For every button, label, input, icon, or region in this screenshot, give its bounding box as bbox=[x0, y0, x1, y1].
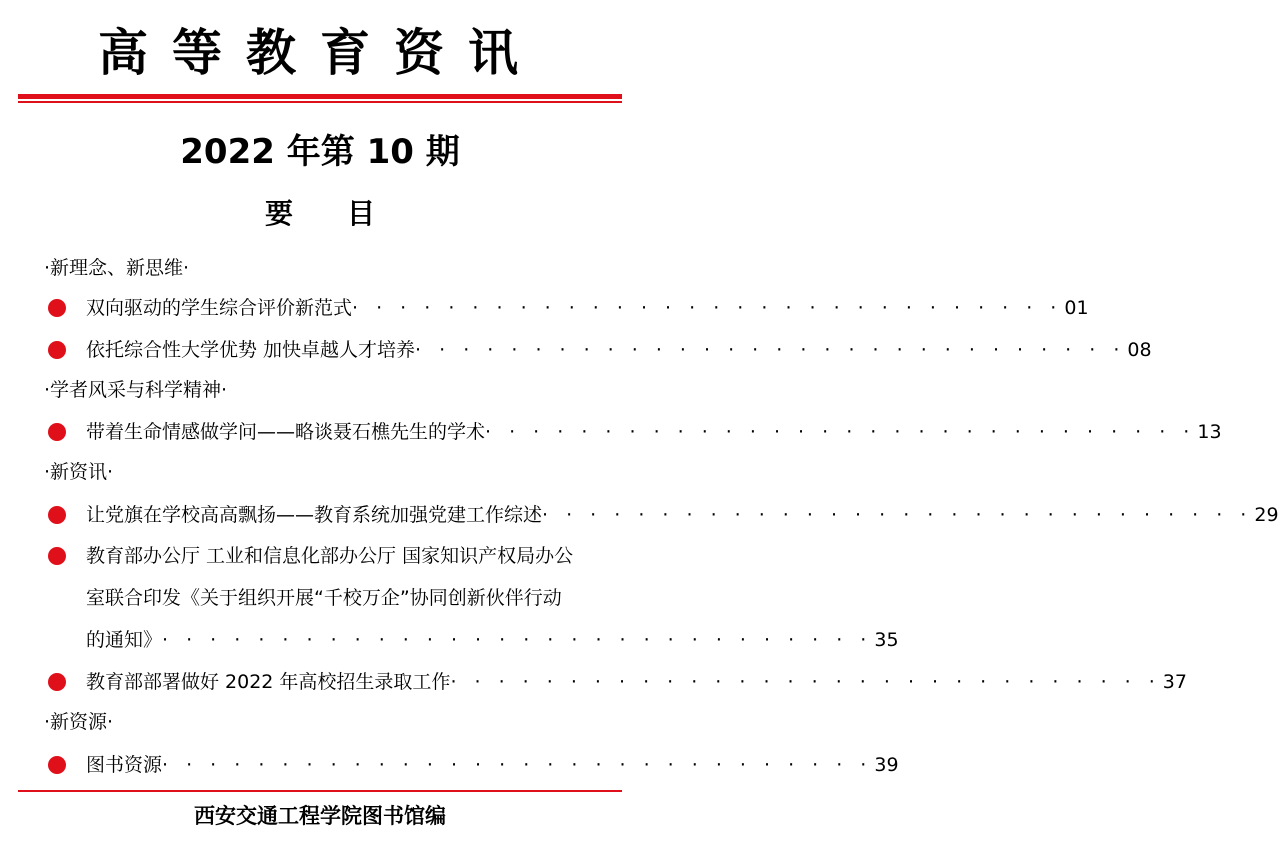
entry-bullet-icon bbox=[48, 756, 66, 774]
dot-leader: · · · · · · · · · · · · · · · · · · · · · · · · · · · · · · bbox=[162, 629, 873, 651]
entry-page: 08 bbox=[1127, 339, 1152, 361]
entry-title: 依托综合性大学优势 加快卓越人才培养 bbox=[86, 339, 416, 361]
entry-bullet-icon bbox=[48, 506, 66, 524]
toc-section-label: ·新资讯· bbox=[44, 461, 114, 483]
dot-leader: · · · · · · · · · · · · · · · · · · · · · · · · · · · · · · bbox=[162, 754, 873, 776]
entry-page: 37 bbox=[1162, 671, 1187, 693]
entry-title: 图书资源 bbox=[86, 754, 163, 776]
dot-leader: · · · · · · · · · · · · · · · · · · · · · · · · · · · · · · bbox=[542, 504, 1253, 526]
entry-page: 39 bbox=[874, 754, 899, 776]
entry-bullet-icon bbox=[48, 547, 66, 565]
entry-bullet-icon bbox=[48, 423, 66, 441]
entry-bullet-icon bbox=[48, 341, 66, 359]
masthead-title: 高等教育资讯 bbox=[98, 23, 542, 82]
issue-number: 2022 年第 10 期 bbox=[180, 132, 460, 172]
footer-publisher: 西安交通工程学院图书馆编 bbox=[194, 803, 446, 828]
footer-rule bbox=[18, 790, 622, 792]
entry-title: 带着生命情感做学问——略谈聂石樵先生的学术 bbox=[86, 421, 486, 443]
dot-leader: · · · · · · · · · · · · · · · · · · · · · · · · · · · · · · bbox=[352, 297, 1063, 319]
entry-title: 让党旗在学校高高飘扬——教育系统加强党建工作综述 bbox=[86, 504, 543, 526]
entry-title: 教育部部署做好 2022 年高校招生录取工作 bbox=[86, 671, 451, 693]
entry-title-line: 教育部办公厅 工业和信息化部办公厅 国家知识产权局办公 bbox=[86, 545, 574, 567]
toc-heading-right: 目 bbox=[347, 197, 376, 230]
entry-title: 双向驱动的学生综合评价新范式 bbox=[86, 297, 353, 319]
entry-page: 35 bbox=[874, 629, 899, 651]
toc-section-label: ·学者风采与科学精神· bbox=[44, 379, 228, 401]
dot-leader: · · · · · · · · · · · · · · · · · · · · · · · · · · · · · · bbox=[450, 671, 1161, 693]
entry-bullet-icon bbox=[48, 299, 66, 317]
toc-section-label: ·新资源· bbox=[44, 711, 114, 733]
entry-page: 13 bbox=[1197, 421, 1222, 443]
entry-title-line: 的通知》 bbox=[86, 629, 163, 651]
entry-bullet-icon bbox=[48, 673, 66, 691]
toc-heading-left: 要 bbox=[264, 197, 293, 230]
dot-leader: · · · · · · · · · · · · · · · · · · · · · · · · · · · · · · bbox=[415, 339, 1126, 361]
entry-page: 01 bbox=[1064, 297, 1089, 319]
toc-section-label: ·新理念、新思维· bbox=[44, 257, 190, 279]
entry-title-line: 室联合印发《关于组织开展“千校万企”协同创新伙伴行动 bbox=[86, 587, 562, 609]
entry-page: 29 bbox=[1254, 504, 1279, 526]
dot-leader: · · · · · · · · · · · · · · · · · · · · · · · · · · · · · · bbox=[485, 421, 1196, 443]
